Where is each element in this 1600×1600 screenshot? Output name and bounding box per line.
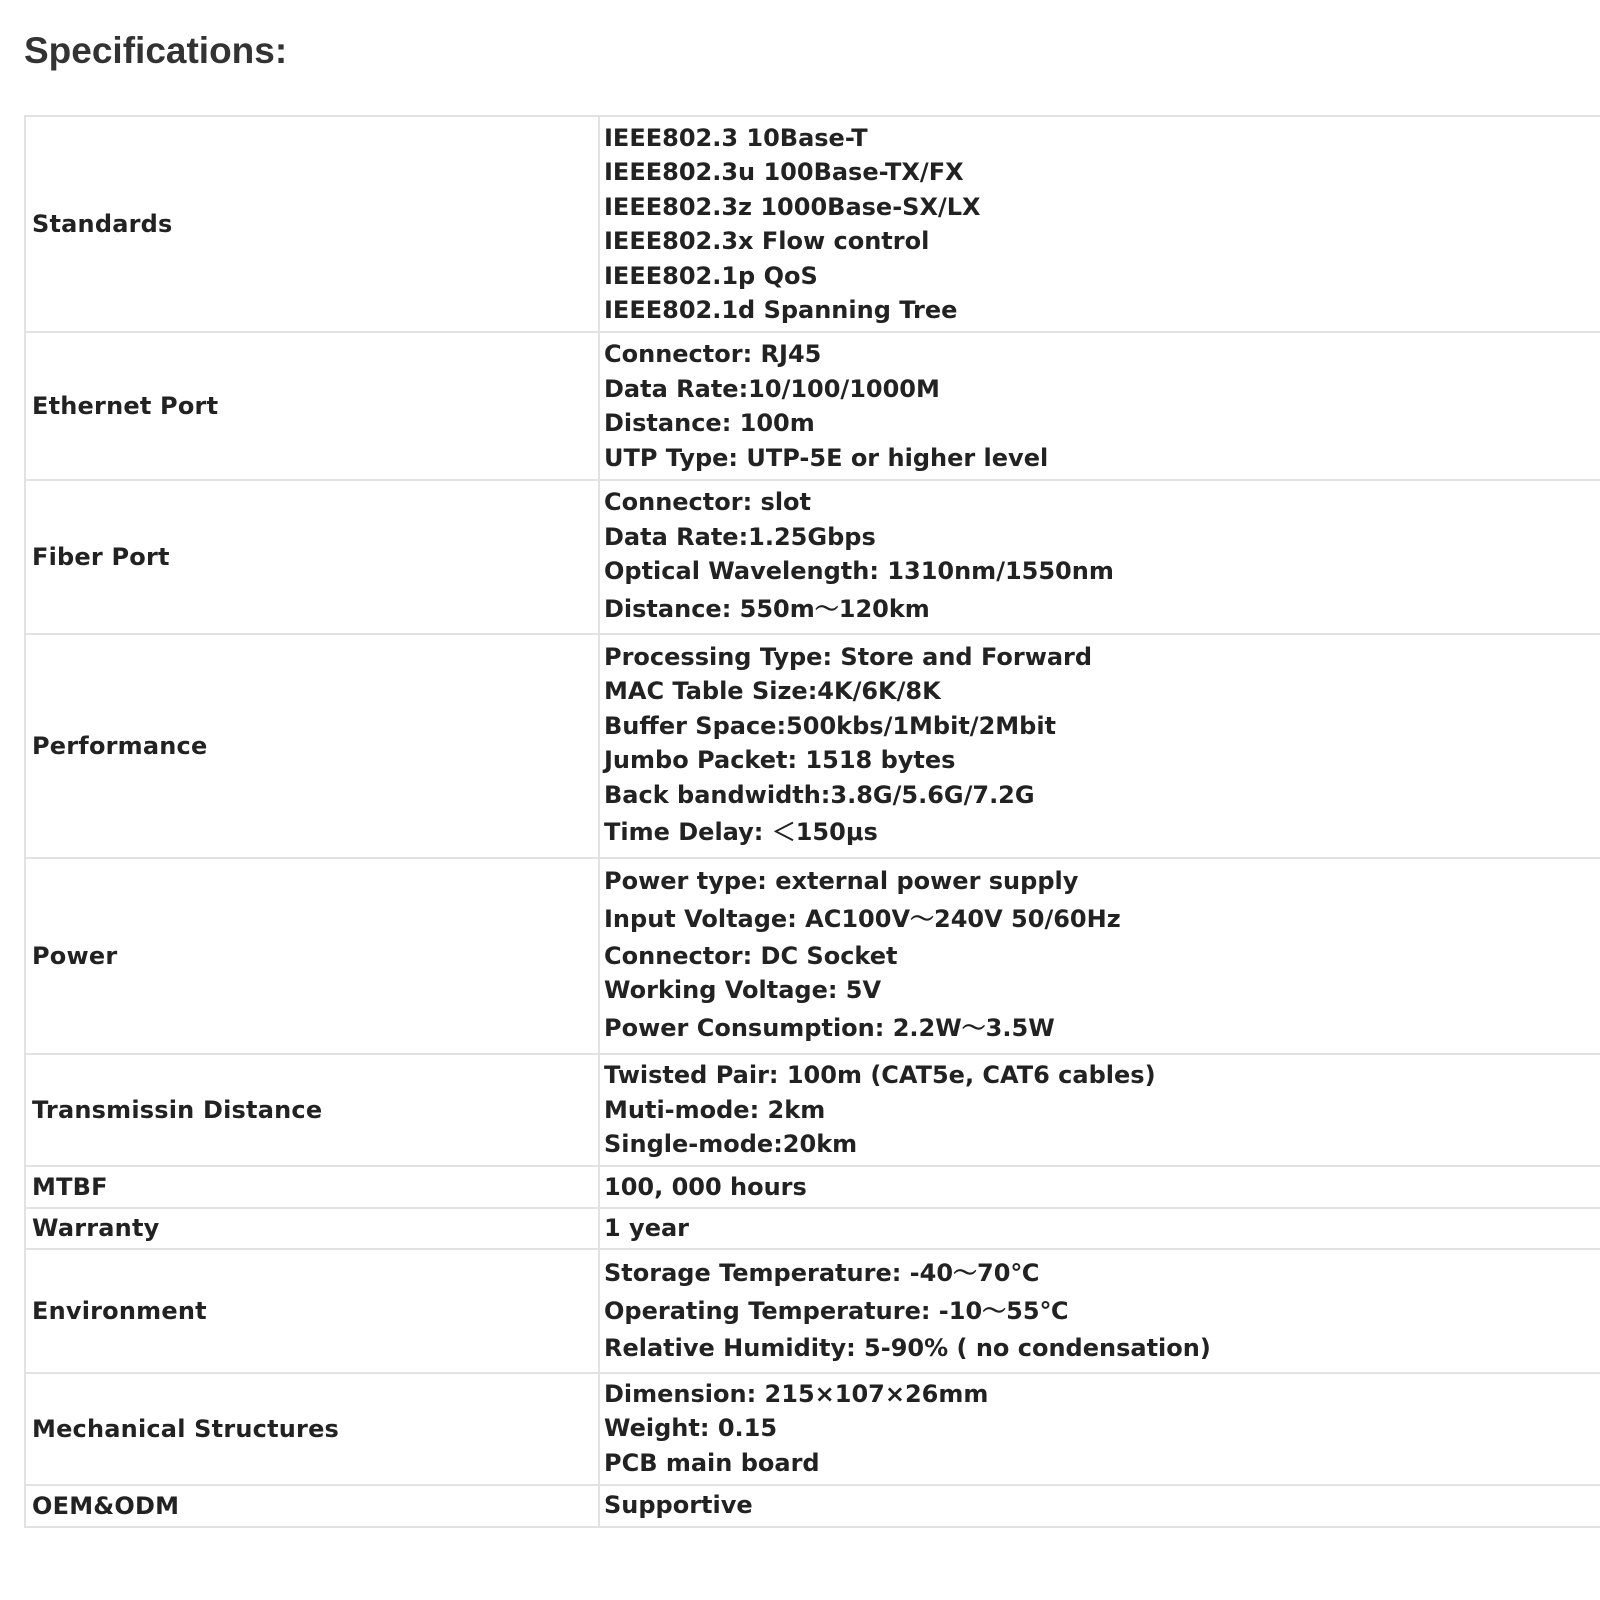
spec-value bbox=[599, 1249, 1600, 1373]
spec-row-standards bbox=[25, 116, 1600, 332]
spec-value-line: Power type: external power supply bbox=[604, 867, 1079, 896]
spec-value-line: Muti-mode: 2km bbox=[604, 1095, 826, 1124]
spec-value-line: Connector: DC Socket bbox=[604, 941, 898, 970]
spec-value-line: Weight: 0.15 bbox=[604, 1414, 778, 1443]
spec-value-line: Twisted Pair: 100m (CAT5e, CAT6 cables) bbox=[604, 1061, 1156, 1090]
spec-value-line: MAC Table Size:4K/6K/8K bbox=[604, 677, 941, 706]
spec-label: Transmissin Distance bbox=[25, 1054, 599, 1166]
spec-value-line: IEEE802.3z 1000Base-SX/LX bbox=[604, 192, 981, 221]
spec-value-line: Operating Temperature: -10～55℃ bbox=[604, 1296, 1069, 1325]
spec-row-mechanical-structures bbox=[25, 1373, 1600, 1485]
spec-value bbox=[599, 858, 1600, 1054]
spec-value-line: Power Consumption: 2.2W～3.5W bbox=[604, 1013, 1055, 1042]
spec-label: Ethernet Port bbox=[25, 332, 599, 480]
spec-value-line: IEEE802.3x Flow control bbox=[604, 227, 930, 255]
spec-label: Environment bbox=[25, 1249, 599, 1373]
spec-value-line: Input Voltage: AC100V～240V 50/60Hz bbox=[604, 904, 1121, 933]
spec-value-line: Dimension: 215×107×26mm bbox=[604, 1379, 989, 1408]
spec-value-line: Supportive bbox=[604, 1491, 753, 1520]
spec-value-line: IEEE802.3u 100Base-TX/FX bbox=[604, 158, 964, 186]
spec-row-performance bbox=[25, 634, 1600, 858]
spec-value bbox=[599, 1485, 1600, 1527]
spec-row-ethernet-port bbox=[25, 332, 1600, 480]
spec-value bbox=[599, 1054, 1600, 1166]
spec-row-warranty bbox=[25, 1208, 1600, 1249]
spec-label: MTBF bbox=[25, 1166, 599, 1208]
spec-label: OEM&ODM bbox=[25, 1485, 599, 1527]
spec-value-line: Back bandwidth:3.8G/5.6G/7.2G bbox=[604, 780, 1035, 809]
spec-value bbox=[599, 332, 1600, 480]
spec-row-oem-odm bbox=[25, 1485, 1600, 1527]
spec-value-line: Data Rate:1.25Gbps bbox=[604, 522, 876, 551]
spec-value-line: Processing Type: Store and Forward bbox=[604, 642, 1093, 671]
spec-value-line: PCB main board bbox=[604, 1448, 820, 1477]
page-title: Specifications: bbox=[24, 30, 288, 71]
spec-value bbox=[599, 1166, 1600, 1208]
spec-value-line: Buffer Space:500kbs/1Mbit/2Mbit bbox=[604, 711, 1057, 740]
spec-value-line: 1 year bbox=[604, 1214, 690, 1242]
spec-label: Mechanical Structures bbox=[25, 1373, 599, 1485]
spec-value bbox=[599, 634, 1600, 858]
spec-label: Power bbox=[25, 858, 599, 1054]
spec-value bbox=[599, 116, 1600, 332]
spec-row-mtbf bbox=[25, 1166, 1600, 1208]
spec-value-line: Distance: 100m bbox=[604, 409, 815, 437]
spec-row-power bbox=[25, 858, 1600, 1054]
spec-value-line: Jumbo Packet: 1518 bytes bbox=[604, 746, 956, 775]
spec-value-line: Working Voltage: 5V bbox=[604, 976, 882, 1005]
spec-label: Fiber Port bbox=[25, 480, 599, 634]
spec-value-line: UTP Type: UTP-5E or higher level bbox=[604, 443, 1049, 472]
spec-value-line: IEEE802.1p QoS bbox=[604, 261, 818, 290]
spec-value-line: Connector: RJ45 bbox=[604, 340, 822, 368]
spec-value-line: Data Rate:10/100/1000M bbox=[604, 374, 940, 403]
spec-label: Standards bbox=[25, 116, 599, 332]
spec-value-line: IEEE802.1d Spanning Tree bbox=[604, 296, 958, 324]
spec-value-line: Distance: 550m～120km bbox=[604, 594, 930, 623]
spec-value-line: Single-mode:20km bbox=[604, 1130, 858, 1159]
spec-label: Performance bbox=[25, 634, 599, 858]
spec-row-fiber-port bbox=[25, 480, 1600, 634]
spec-value bbox=[599, 1208, 1600, 1249]
spec-value-line: IEEE802.3 10Base-T bbox=[604, 123, 868, 152]
specifications-table bbox=[24, 115, 1600, 1528]
spec-value-line: 100, 000 hours bbox=[604, 1172, 807, 1201]
spec-value-line: Connector: slot bbox=[604, 488, 811, 517]
spec-value bbox=[599, 480, 1600, 634]
spec-value-line: Storage Temperature: -40～70℃ bbox=[604, 1259, 1040, 1287]
spec-value-line: Time Delay: ＜150μs bbox=[604, 818, 878, 847]
spec-label: Warranty bbox=[25, 1208, 599, 1249]
spec-value bbox=[599, 1373, 1600, 1485]
spec-value-line: Optical Wavelength: 1310nm/1550nm bbox=[604, 557, 1114, 586]
spec-row-transmission-distance bbox=[25, 1054, 1600, 1166]
spec-row-environment bbox=[25, 1249, 1600, 1373]
spec-value-line: Relative Humidity: 5-90% ( no condensation) bbox=[604, 1333, 1211, 1362]
